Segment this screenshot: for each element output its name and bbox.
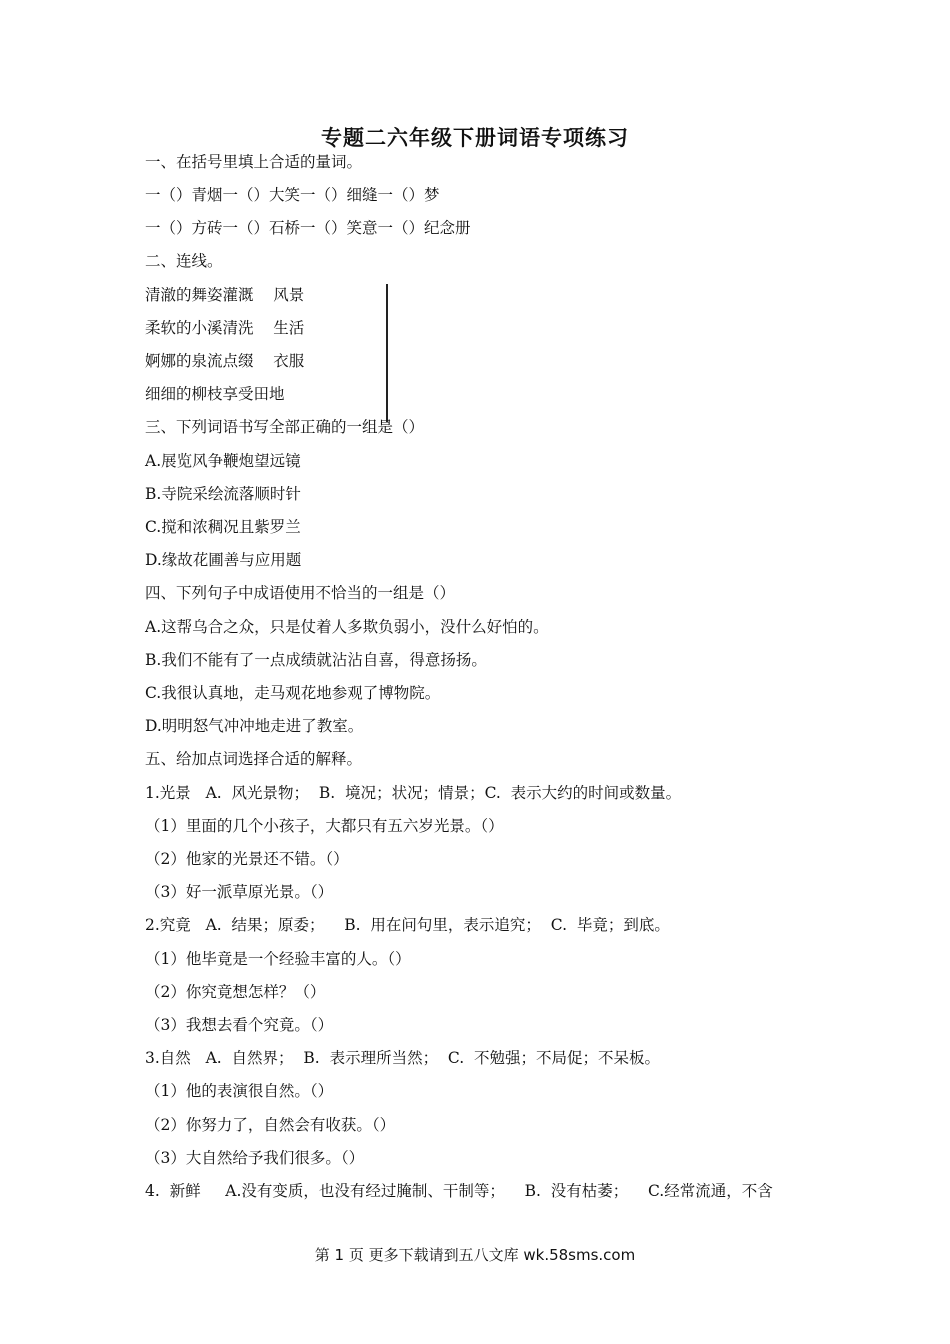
option-c: C.搅和浓稠况且紫罗兰	[145, 518, 301, 536]
sentence-b: B.我们不能有了一点成绩就沾沾自喜，得意扬扬。	[145, 651, 487, 669]
word-3-item-3: （3）大自然给予我们很多。（）	[145, 1149, 365, 1167]
page-title: 专题二六年级下册词语专项练习	[321, 126, 629, 150]
sentence-c: C.我很认真地，走马观花地参观了博物院。	[145, 684, 441, 702]
section-5-heading: 五、给加点词选择合适的解释。	[145, 750, 363, 768]
section-4-heading: 四、下列句子中成语使用不恰当的一组是（）	[145, 584, 456, 602]
section-1-heading: 一、在括号里填上合适的量词。	[145, 153, 363, 171]
matching-row-1: 清澈的舞姿灌溉 风景	[145, 286, 305, 304]
word-2-item-3: （3）我想去看个究竟。（）	[145, 1016, 334, 1034]
word-3-item-2: （2）你努力了，自然会有收获。（）	[145, 1116, 396, 1134]
matching-row-3: 婀娜的泉流点缀 衣服	[145, 352, 305, 370]
option-b: B.寺院采绘流落顺时针	[145, 485, 301, 503]
sentence-d: D.明明怒气冲冲地走进了教室。	[145, 717, 364, 735]
word-2-item-2: （2）你究竟想怎样？（）	[145, 983, 326, 1001]
word-2-definitions: 2.究竟 A. 结果；原委； B. 用在问句里，表示追究； C. 毕竟；到底。	[145, 916, 670, 934]
option-a: A.展览风争鞭炮望远镜	[145, 452, 301, 470]
word-1-definitions: 1.光景 A. 风光景物； B. 境况；状况；情景；C. 表示大约的时间或数量。	[145, 784, 682, 802]
word-1-item-2: （2）他家的光景还不错。（）	[145, 850, 349, 868]
word-1-item-3: （3）好一派草原光景。（）	[145, 883, 334, 901]
measure-word-row-2: 一（）方砖一（）石桥一（）笑意一（）纪念册	[145, 219, 471, 237]
measure-word-row-1: 一（）青烟一（）大笑一（）细缝一（）梦	[145, 186, 440, 204]
option-d: D.缘故花圃善与应用题	[145, 551, 302, 569]
section-2-heading: 二、连线。	[145, 252, 223, 270]
word-3-definitions: 3.自然 A. 自然界； B. 表示理所当然； C. 不勉强；不局促；不呆板。	[145, 1049, 661, 1067]
word-4-definitions: 4. 新鲜 A.没有变质，也没有经过腌制、干制等； B. 没有枯萎； C.经常流通，不含	[145, 1182, 773, 1200]
matching-row-2: 柔软的小溪清洗 生活	[145, 319, 305, 337]
matching-row-4: 细细的柳枝享受田地	[145, 385, 285, 403]
sentence-a: A.这帮乌合之众，只是仗着人多欺负弱小，没什么好怕的。	[145, 618, 549, 636]
page-footer: 第 1 页 更多下载请到五八文库 wk.58sms.com	[314, 1246, 636, 1264]
matching-divider-line	[386, 284, 388, 422]
word-1-item-1: （1）里面的几个小孩子，大都只有五六岁光景。（）	[145, 817, 504, 835]
word-3-item-1: （1）他的表演很自然。（）	[145, 1082, 334, 1100]
section-3-heading: 三、下列词语书写全部正确的一组是（）	[145, 418, 425, 436]
word-2-item-1: （1）他毕竟是一个经验丰富的人。（）	[145, 950, 411, 968]
